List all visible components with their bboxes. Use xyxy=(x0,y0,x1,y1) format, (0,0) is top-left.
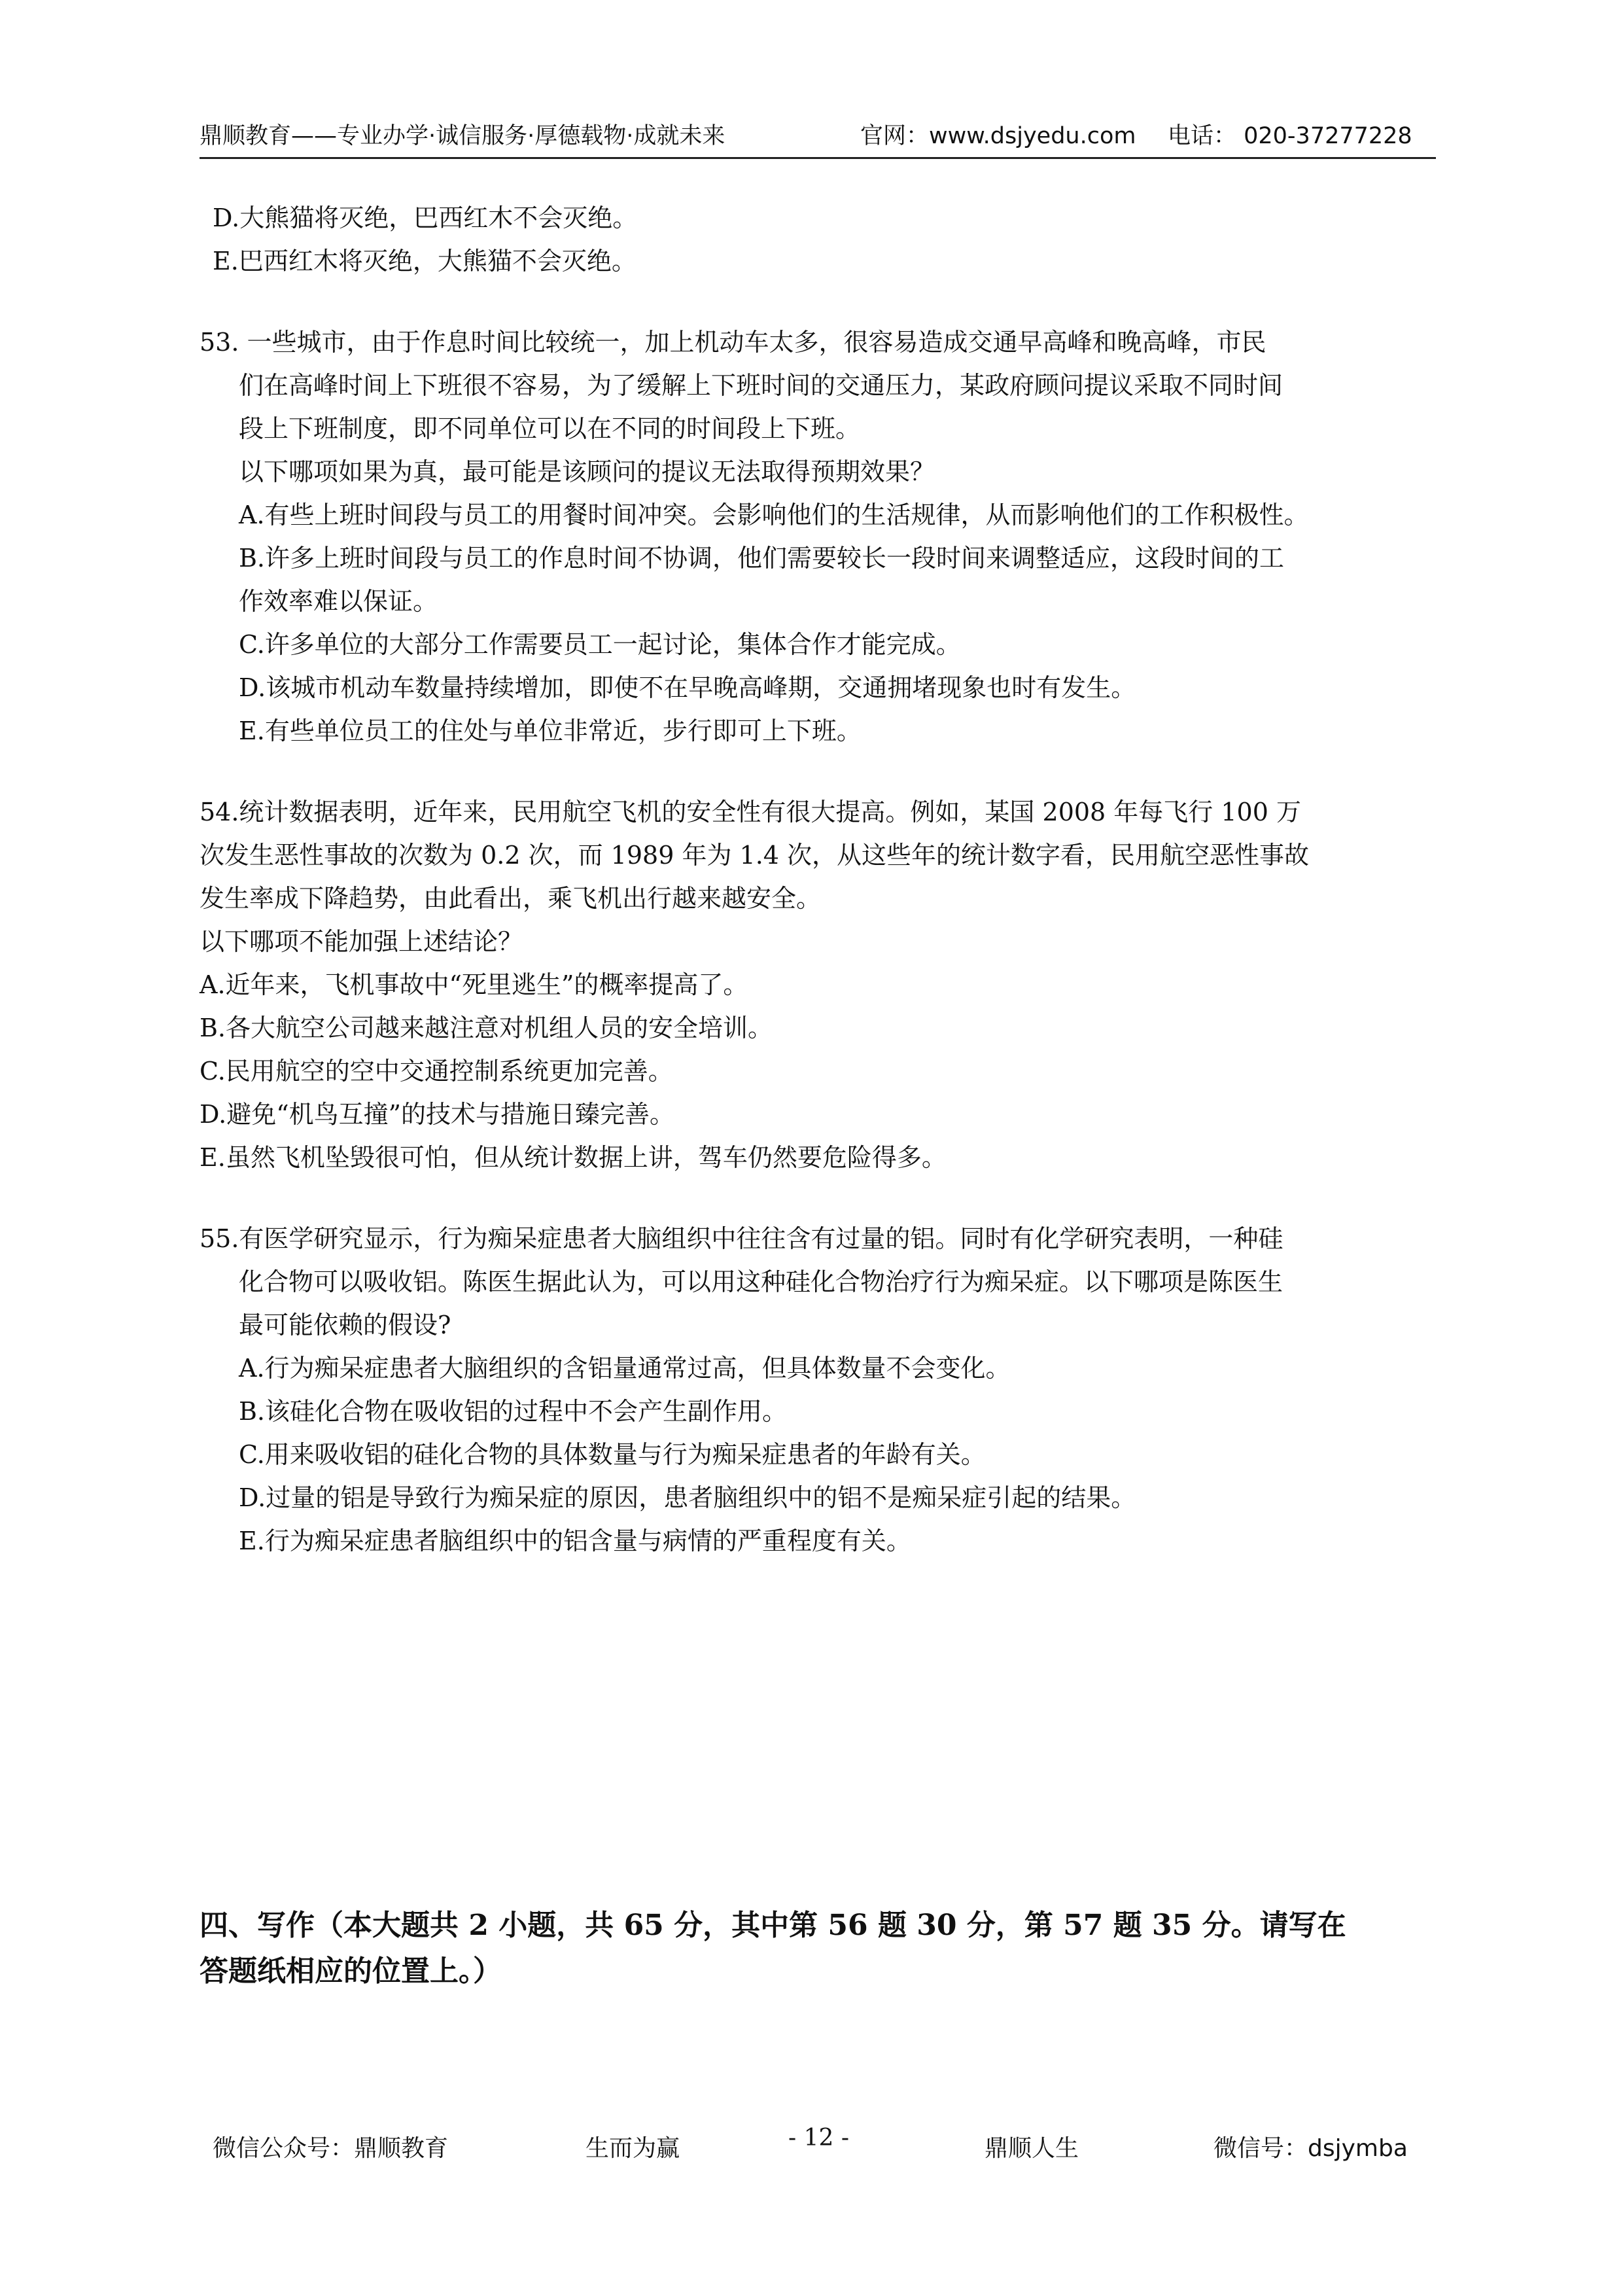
q55-option-a: A.行为痴呆症患者大脑组织的含铝量通常过高，但具体数量不会变化。 xyxy=(239,1354,1011,1383)
page-number: - 12 - xyxy=(788,2125,850,2151)
q52-option-d: D.大熊猫将灭绝，巴西红木不会灭绝。 xyxy=(213,203,638,232)
q54-option-a: A.近年来，飞机事故中“死里逃生”的概率提高了。 xyxy=(200,970,748,999)
q53-stem-line: 段上下班制度，即不同单位可以在不同的时间段上下班。 xyxy=(239,414,861,443)
page-header xyxy=(200,118,1436,164)
section-title: 四、写作（本大题共 2 小题，共 65 分，其中第 56 题 30 分，第 57 题 35 分。请写在 xyxy=(200,1909,1346,1942)
q53-stem-line: 53. 一些城市，由于作息时间比较统一，加上机动车太多，很容易造成交通早高峰和晚高峰，市民 xyxy=(200,328,1266,357)
footer-wechat-id: 微信号：dsjymba xyxy=(1213,2135,1408,2162)
q55-option-d: D.过量的铝是导致行为痴呆症的原因，患者脑组织中的铝不是痴呆症引起的结果。 xyxy=(239,1483,1136,1512)
q53-option-a: A.有些上班时间段与员工的用餐时间冲突。会影响他们的生活规律，从而影响他们的工作积极性。 xyxy=(239,501,1309,529)
q54-stem-line: 54.统计数据表明，近年来，民用航空飞机的安全性有很大提高。例如，某国 2008 年每飞行 100 万 xyxy=(200,798,1301,826)
header-slogan: 鼎顺教育——专业办学·诚信服务·厚德载物·成就未来 xyxy=(200,123,725,149)
q54-stem-line: 次发生恶性事故的次数为 0.2 次，而 1989 年为 1.4 次，从这些年的统计数字看，民用航空恶性事故 xyxy=(200,841,1310,870)
q53-option-e: E.有些单位员工的住处与单位非常近，步行即可上下班。 xyxy=(239,716,862,745)
header-divider xyxy=(200,157,1436,159)
footer-brand: 鼎顺人生 xyxy=(985,2135,1079,2162)
q55-option-e: E.行为痴呆症患者脑组织中的铝含量与病情的严重程度有关。 xyxy=(239,1527,911,1555)
q55-option-b: B.该硅化合物在吸收铝的过程中不会产生副作用。 xyxy=(239,1397,788,1426)
question-53 xyxy=(200,321,1446,752)
page-content xyxy=(200,196,1446,1994)
q55-option-c: C.用来吸收铝的硅化合物的具体数量与行为痴呆症患者的年龄有关。 xyxy=(239,1440,986,1469)
footer-wechat-public: 微信公众号：鼎顺教育 xyxy=(213,2135,449,2162)
page-footer xyxy=(200,2125,1436,2176)
q54-option-d: D.避免“机鸟互撞”的技术与措施日臻完善。 xyxy=(200,1100,675,1129)
q55-prompt: 最可能依赖的假设? xyxy=(239,1311,451,1339)
question-55 xyxy=(200,1217,1446,1563)
q54-stem-line: 发生率成下降趋势，由此看出，乘飞机出行越来越安全。 xyxy=(200,884,822,913)
q53-option-d: D.该城市机动车数量持续增加，即使不在早晚高峰期，交通拥堵现象也时有发生。 xyxy=(239,673,1136,702)
section-title-cont: 答题纸相应的位置上。） xyxy=(200,1954,502,1988)
question-54 xyxy=(200,790,1446,1179)
footer-motto: 生而为赢 xyxy=(585,2135,680,2162)
q55-stem-line: 化合物可以吸收铝。陈医生据此认为，可以用这种硅化合物治疗行为痴呆症。以下哪项是陈医生 xyxy=(239,1267,1283,1296)
q53-option-b-cont: 作效率难以保证。 xyxy=(239,587,438,616)
q53-prompt: 以下哪项如果为真，最可能是该顾问的提议无法取得预期效果？ xyxy=(239,457,935,486)
header-website: 官网：www.dsjyedu.com xyxy=(860,123,1136,149)
q53-option-c: C.许多单位的大部分工作需要员工一起讨论，集体合作才能完成。 xyxy=(239,630,961,659)
q54-option-b: B.各大航空公司越来越注意对机组人员的安全培训。 xyxy=(200,1014,773,1042)
q55-stem-line: 55.有医学研究显示，行为痴呆症患者大脑组织中往往含有过量的铝。同时有化学研究表明，一种硅 xyxy=(200,1224,1283,1253)
section-writing xyxy=(200,1903,1446,1994)
q52-option-e: E.巴西红木将灭绝，大熊猫不会灭绝。 xyxy=(213,247,637,275)
q53-option-b: B.许多上班时间段与员工的作息时间不协调，他们需要较长一段时间来调整适应，这段时间的工 xyxy=(239,544,1285,573)
header-phone: 电话： 020-37277228 xyxy=(1168,123,1412,149)
q54-prompt: 以下哪项不能加强上述结论？ xyxy=(200,927,523,956)
q54-option-c: C.民用航空的空中交通控制系统更加完善。 xyxy=(200,1057,673,1086)
q54-option-e: E.虽然飞机坠毁很可怕，但从统计数据上讲，驾车仍然要危险得多。 xyxy=(200,1143,947,1172)
q53-stem-line: 们在高峰时间上下班很不容易，为了缓解上下班时间的交通压力，某政府顾问提议采取不同时间 xyxy=(239,371,1283,400)
